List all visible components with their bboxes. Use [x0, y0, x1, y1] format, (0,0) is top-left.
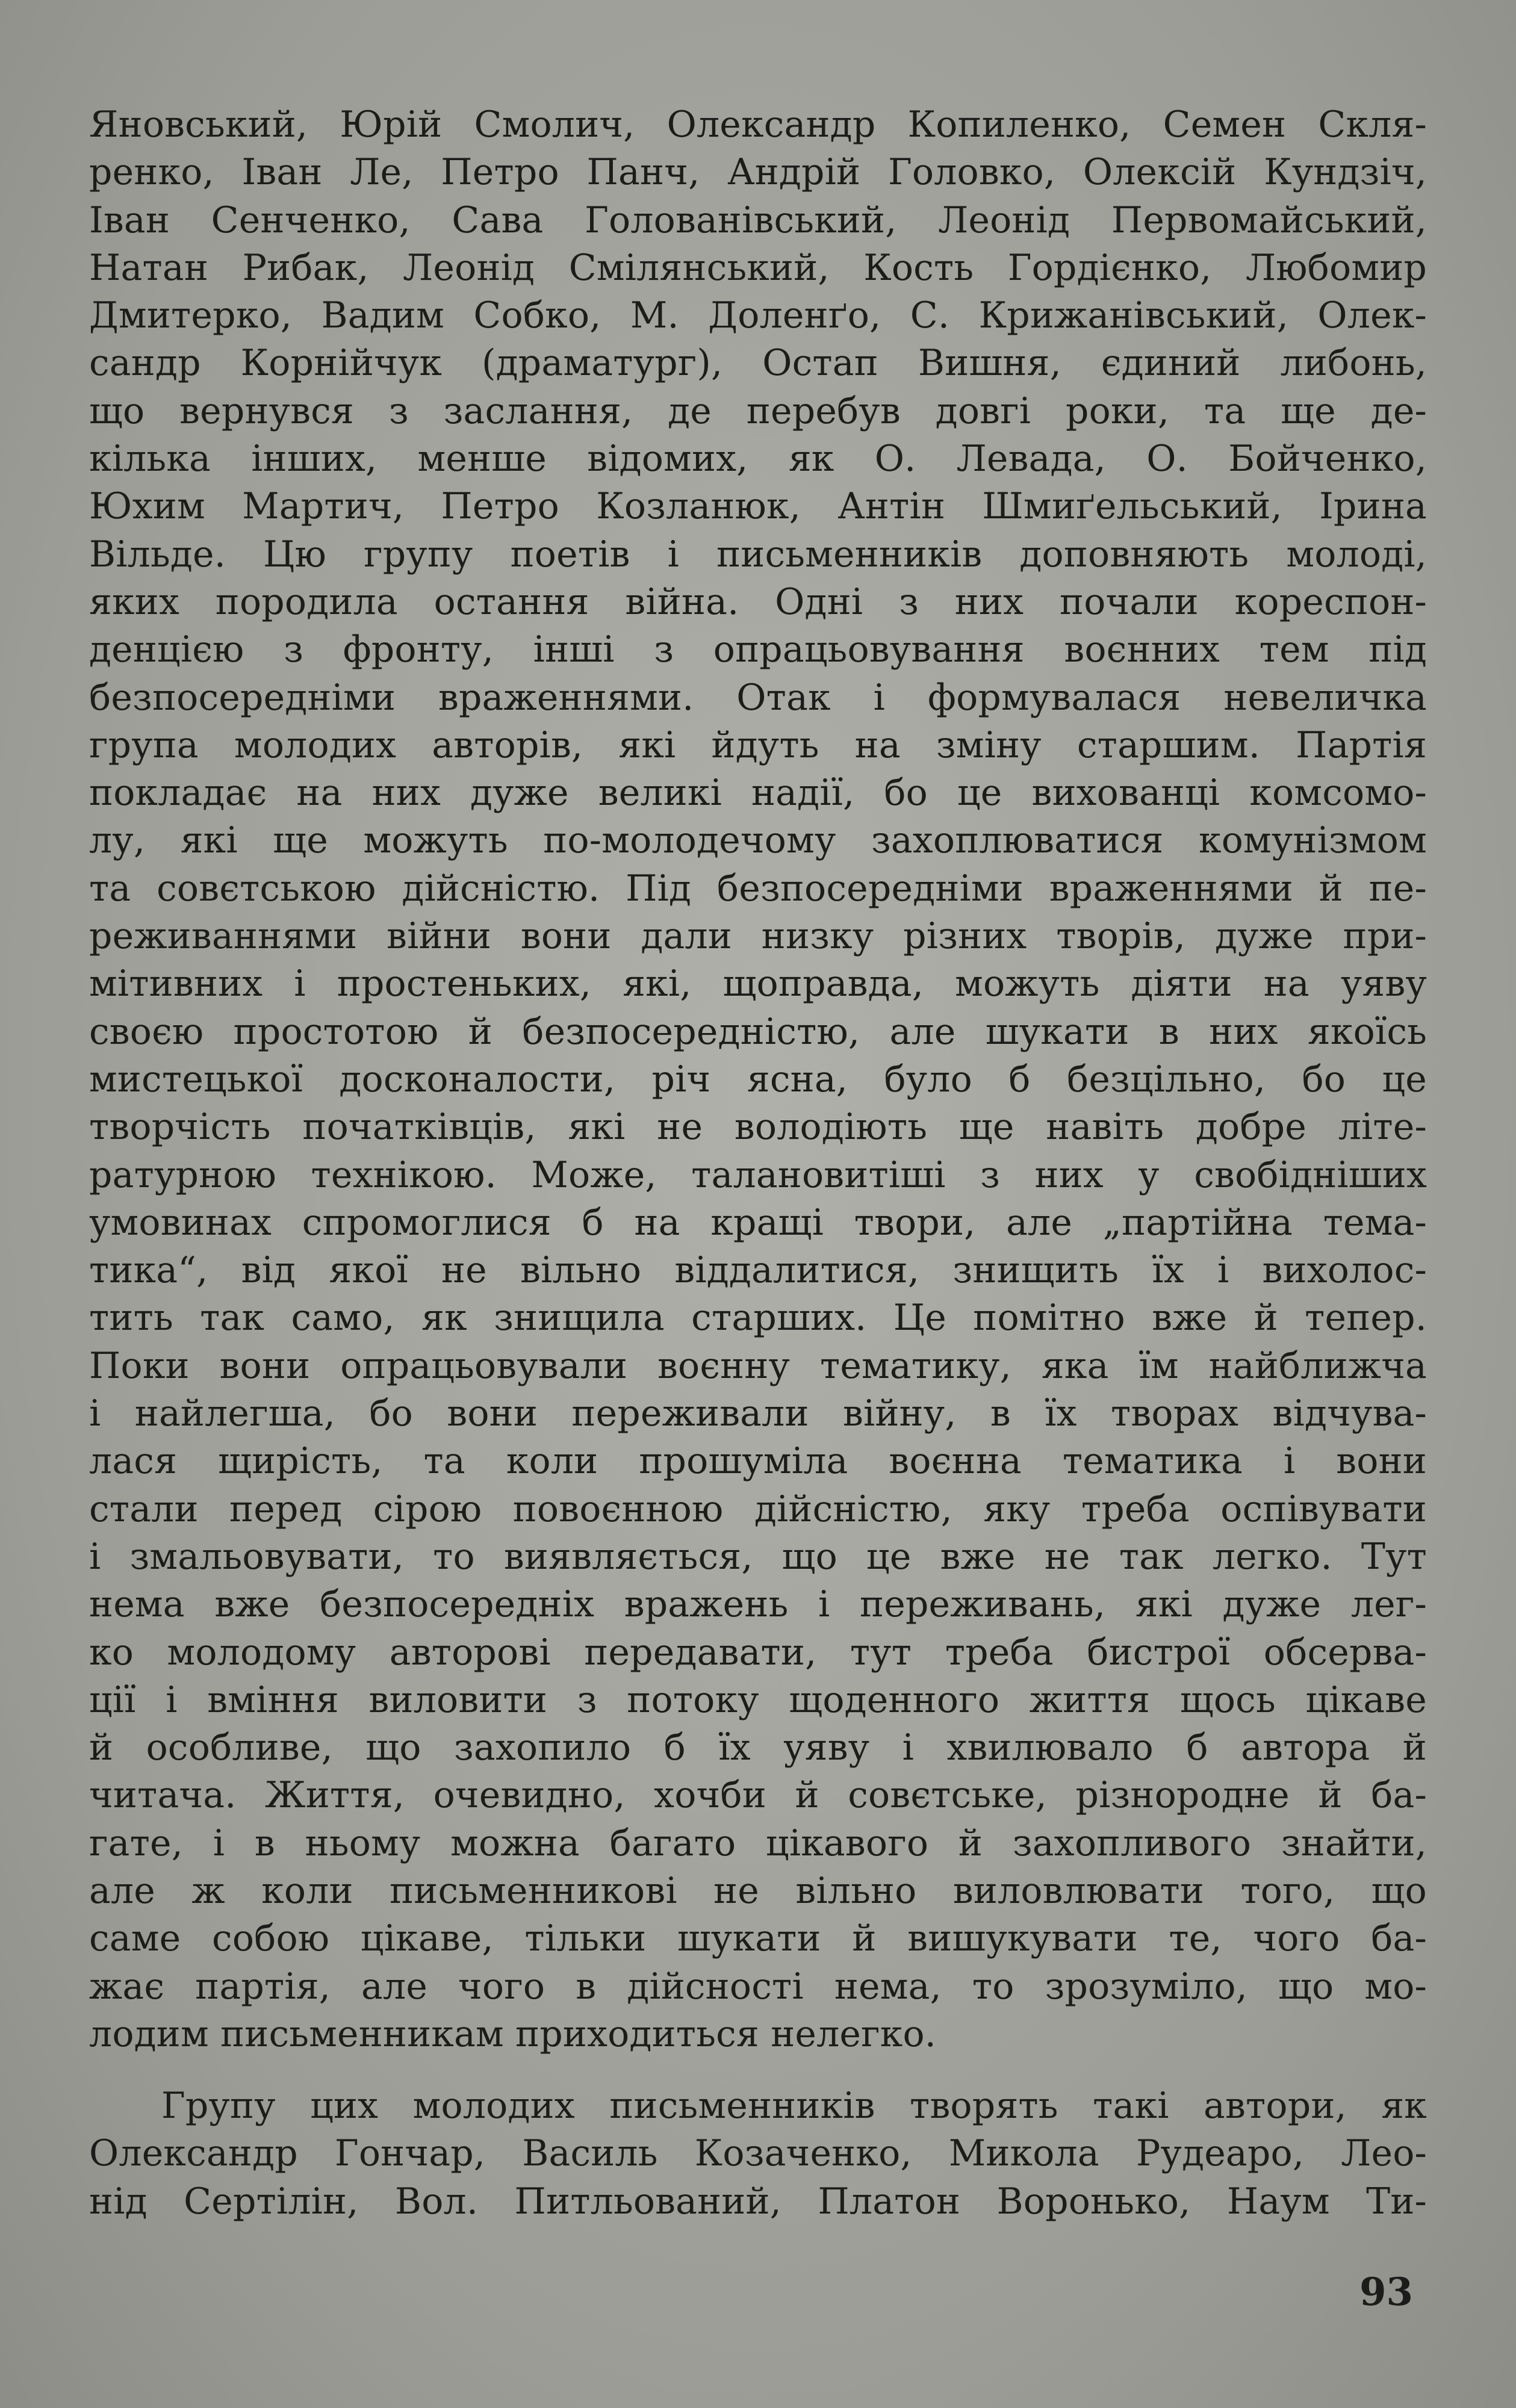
text-line: тить так само, як знищила старших. Це помітно вже й тепер. — [89, 1297, 1427, 1339]
text-line: ко молодому авторові передавати, тут треба бистрої обсерва- — [89, 1631, 1427, 1674]
text-line: що вернувся з заслання, де перебув довгі роки, та ще де- — [89, 389, 1427, 432]
text-line: Яновський, Юрій Смолич, Олександр Копиленко, Семен Скля- — [89, 104, 1427, 146]
text-line: мистецької досконалости, річ ясна, було б безцільно, бо це — [89, 1058, 1427, 1100]
text-line: безпосередніми враженнями. Отак і формувалася невеличка — [89, 676, 1427, 719]
text-line: й особливе, що захопило б їх уяву і хвилювало б автора й — [89, 1727, 1427, 1769]
text-line: і найлегша, бо вони переживали війну, в їх творах відчува- — [89, 1392, 1427, 1435]
paragraph-1 — [89, 101, 1427, 2058]
text-line: творчість початківців, які не володіють ще навіть добре літе- — [89, 1106, 1427, 1149]
paragraph-2 — [89, 2082, 1427, 2226]
text-line: лу, які ще можуть по-молодечому захоплюватися комунізмом — [89, 819, 1427, 862]
text-line: ції і вміння виловити з потоку щоденного життя щось цікаве — [89, 1678, 1427, 1721]
text-line: але ж коли письменникові не вільно виловлювати того, що — [89, 1869, 1427, 1912]
text-line: стали перед сірою повоєнною дійсністю, яку треба оспівувати — [89, 1488, 1427, 1530]
text-line: гате, і в ньому можна багато цікавого й захопливого знайти, — [89, 1822, 1427, 1864]
text-line: жає партія, але чого в дійсності нема, то зрозуміло, що мо- — [89, 1965, 1427, 2008]
body-text — [89, 101, 1427, 2226]
text-line: ренко, Іван Ле, Петро Панч, Андрій Головко, Олексій Кундзіч, — [89, 151, 1427, 194]
text-line: і змальовувати, то виявляється, що це вже не так легко. Тут — [89, 1535, 1427, 1578]
text-line: саме собою цікаве, тільки шукати й вишукувати те, чого ба- — [89, 1917, 1427, 1960]
text-line: реживаннями війни вони дали низку різних творів, дуже при- — [89, 915, 1427, 958]
text-line: яких породила остання війна. Одні з них почали кореспон- — [89, 580, 1427, 623]
text-line: денцією з фронту, інші з опрацьовування воєнних тем під — [89, 628, 1427, 671]
text-line: Дмитерко, Вадим Собко, М. Доленґо, С. Крижанівський, Олек- — [89, 294, 1427, 337]
text-line: Іван Сенченко, Сава Голованівський, Леонід Первомайський, — [89, 199, 1427, 241]
text-line: умовинах спромоглися б на кращі твори, але „партійна тема- — [89, 1201, 1427, 1244]
text-line: Вільде. Цю групу поетів і письменників доповняють молоді, — [89, 533, 1427, 576]
text-line: кілька інших, менше відомих, як О. Левада, О. Бойченко, — [89, 438, 1427, 480]
text-line: група молодих авторів, які йдуть на зміну старшим. Партія — [89, 724, 1427, 766]
text-line: тика“, від якої не вільно віддалитися, знищить їх і вихолос- — [89, 1249, 1427, 1292]
text-line: своєю простотою й безпосередністю, але шукати в них якоїсь — [89, 1010, 1427, 1053]
text-line: Натан Рибак, Леонід Смілянський, Кость Гордієнко, Любомир — [89, 246, 1427, 289]
text-line: лася щирість, та коли прошуміла воєнна тематика і вони — [89, 1440, 1427, 1483]
text-line: читача. Життя, очевидно, хочби й совєтське, різнородне й ба- — [89, 1774, 1427, 1817]
text-line: мітивних і простеньких, які, щоправда, можуть діяти на уяву — [89, 963, 1427, 1005]
text-line: Групу цих молодих письменників творять такі автори, як — [161, 2085, 1427, 2127]
text-line: Юхим Мартич, Петро Козланюк, Антін Шмиґельський, Ірина — [89, 485, 1427, 528]
text-line: та совєтською дійсністю. Під безпосередніми враженнями й пе- — [89, 867, 1427, 910]
text-line: сандр Корнійчук (драматург), Остап Вишня, єдиний либонь, — [89, 342, 1427, 385]
paragraph-gap — [89, 2058, 1427, 2082]
text-line: покладає на них дуже великі надії, бо це вихованці комсомо- — [89, 772, 1427, 815]
page-number: 93 — [1359, 2270, 1414, 2315]
text-line: ратурною технікою. Може, талановитіші з них у свобідніших — [89, 1153, 1427, 1196]
text-line: Поки вони опрацьовували воєнну тематику, яка їм найближча — [89, 1344, 1427, 1387]
text-line: нід Сертілін, Вол. Питльований, Платон Воронько, Наум Ти- — [89, 2180, 1427, 2223]
text-line: Олександр Гончар, Василь Козаченко, Микола Рудеаро, Лео- — [89, 2132, 1427, 2175]
text-line: нема вже безпосередніх вражень і переживань, які дуже лег- — [89, 1583, 1427, 1626]
text-line: лодим письменникам приходиться нелегко. — [89, 2012, 937, 2055]
